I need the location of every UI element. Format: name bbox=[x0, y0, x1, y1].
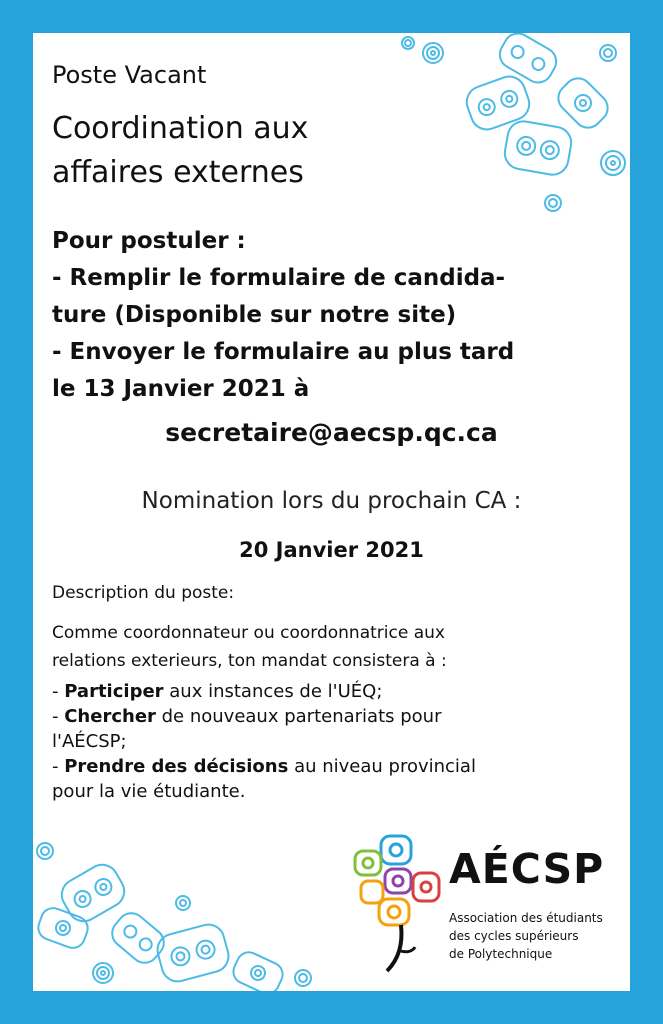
bullet-line: - Participer aux instances de l'UÉQ; bbox=[52, 681, 383, 702]
apply-instructions bbox=[52, 223, 514, 408]
description-label: Description du poste: bbox=[52, 583, 235, 603]
logo-subtitle-line-3: de Polytechnique bbox=[449, 947, 553, 961]
title-line-1: Coordination aux bbox=[52, 111, 309, 146]
decorative-pattern-top bbox=[378, 33, 630, 233]
poster-card bbox=[33, 33, 630, 991]
position-label: Poste Vacant bbox=[52, 61, 207, 89]
logo-subtitle-line-2: des cycles supérieurs bbox=[449, 929, 579, 943]
nomination-text: Nomination lors du prochain CA : bbox=[141, 488, 522, 514]
contact-email[interactable]: secretaire@aecsp.qc.ca bbox=[165, 418, 498, 447]
apply-line-4: le 13 Janvier 2021 à bbox=[52, 376, 310, 402]
apply-line-2: ture (Disponible sur notre site) bbox=[52, 302, 457, 328]
apply-heading: Pour postuler : bbox=[52, 228, 246, 254]
description-intro-line-1: Comme coordonnateur ou coordonnatrice aux bbox=[52, 623, 445, 643]
description-intro bbox=[52, 619, 447, 675]
position-title bbox=[52, 107, 308, 195]
nomination-date: 20 Janvier 2021 bbox=[239, 538, 424, 562]
bullet-line: - Prendre des décisions au niveau provincial bbox=[52, 756, 476, 777]
logo-subtitle bbox=[449, 909, 603, 963]
logo-name: AÉCSP bbox=[449, 845, 605, 893]
title-line-2: affaires externes bbox=[52, 155, 304, 190]
description-intro-line-2: relations exterieurs, ton mandat consistera à : bbox=[52, 651, 447, 671]
apply-line-3: - Envoyer le formulaire au plus tard bbox=[52, 339, 515, 365]
apply-line-1: - Remplir le formulaire de candida- bbox=[52, 265, 506, 291]
bullet-line: - Chercher de nouveaux partenariats pour bbox=[52, 706, 442, 727]
logo-subtitle-line-1: Association des étudiants bbox=[449, 911, 603, 925]
decorative-pattern-bottom bbox=[33, 833, 323, 991]
bullet-line: l'AÉCSP; bbox=[52, 731, 127, 752]
description-bullets bbox=[52, 679, 476, 804]
bullet-line: pour la vie étudiante. bbox=[52, 781, 246, 802]
aecsp-logo-icon bbox=[351, 833, 443, 975]
